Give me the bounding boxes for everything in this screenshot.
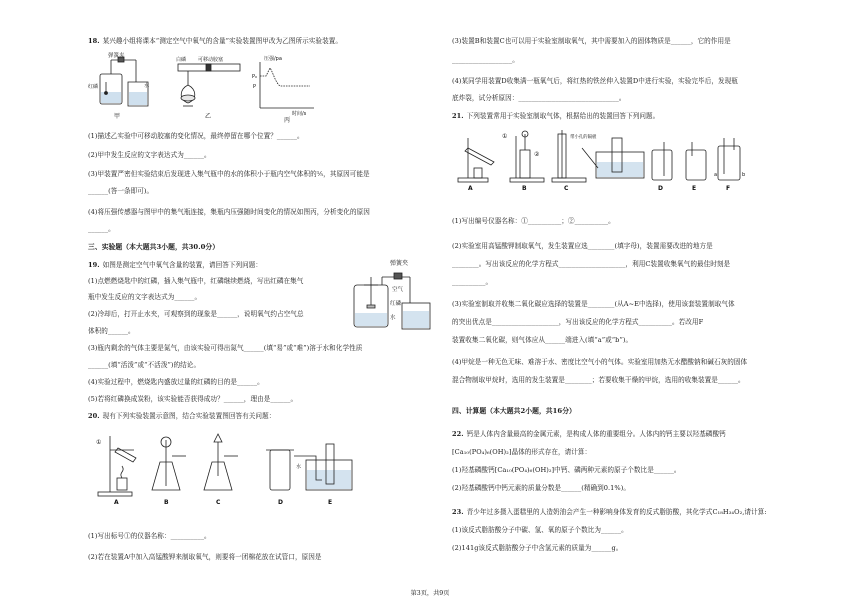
q21-part3-cont: 的突出优点是____________________，写出该反应的化学方程式__________。若改用F bbox=[452, 318, 704, 326]
q18-fig-water-label: 水 bbox=[144, 83, 150, 89]
q20-fig-water: 水 bbox=[296, 464, 302, 470]
q21-part2-cont2: __________。 bbox=[452, 278, 493, 286]
q19-part2: (2)冷却后，打开止水夹，可观察到的现象是______，说明氧气约占空气总 bbox=[88, 310, 304, 318]
section-4-heading: 四、计算题（本大题共2小题，共16分） bbox=[452, 407, 576, 415]
q20-part4: (4)某同学用装置D收集满一瓶氧气后，将红热的铁丝伸入装置D中进行实验，实验完毕后，发现瓶 bbox=[452, 77, 738, 85]
q19-part5: (5)若将红磷换成炭粉，该实验能否获得成功？______，理由是______。 bbox=[88, 395, 298, 403]
q18-caption-bing: 丙 bbox=[284, 117, 291, 124]
q18-apparatus-jia bbox=[100, 57, 148, 106]
q18-graph-bing bbox=[260, 62, 314, 108]
q20-part3-cont: __________________。 bbox=[452, 56, 519, 64]
q21-fig-m1: ① bbox=[502, 133, 508, 140]
q18-caption-yi: 乙 bbox=[205, 113, 212, 120]
section-3-heading: 三、实验题（本大题共3小题，共30.0分） bbox=[88, 243, 220, 251]
q21-part1: (1)写出编号仪器名称：①__________；②__________。 bbox=[452, 217, 615, 225]
q18-part3-cont: ______(答一条即可)。 bbox=[88, 187, 154, 195]
q21-stem: 21. 下列装置常用于实验室制取气体，根据给出的装置回答下列问题。 bbox=[452, 112, 660, 120]
q19-fig-air: 空气 bbox=[392, 287, 404, 293]
q21-fig-D: D bbox=[658, 185, 663, 190]
q20-fig-B: B bbox=[164, 499, 169, 506]
q22-part1: (1)羟基磷酸钙[Ca₁₀(PO₄)₆(OH)₂]中钙、磷两种元素的原子个数比是______。 bbox=[452, 466, 681, 474]
q19-part2-cont: 体积的______。 bbox=[88, 327, 135, 335]
q20-stem: 20. 现有下列实验装置示意图，结合实验装置图回答有关问题： bbox=[88, 412, 276, 420]
q20-fig-D: D bbox=[278, 499, 283, 506]
q23-stem: 23. 青少年过多摄入蛋糕里的人造奶油会产生一种影响身体发育的反式脂肪酸，其化学式C₁₈H₃₄O₂,请计算: bbox=[452, 508, 767, 516]
q19-part3-cont: ______(填“活泼”或“不活泼”)的结论。 bbox=[88, 361, 201, 369]
q19-part3: (3)瓶内剩余的气体主要是氮气，由该实验可得出氮气______(填“易”或“难”)溶于水和化学性质 bbox=[88, 344, 363, 352]
q21-figure bbox=[452, 128, 752, 190]
q21-part4: (4)甲烷是一种无色无味、难溶于水、密度比空气小的气体。实验室用加热无水醋酸钠和碱石灰的固体 bbox=[452, 358, 748, 366]
q22-part2: (2)羟基磷酸钙中钙元素的质量分数是______(精确到0.1%)。 bbox=[452, 484, 630, 492]
q22-stem: 22. 钙是人体内含量最高的金属元素，是构成人体的重要组分。人体内的钙主要以羟基磷酸钙 bbox=[452, 430, 726, 438]
q21-fig-m2: ② bbox=[534, 151, 540, 158]
q20-fig-mark: ① bbox=[96, 439, 102, 446]
q19-part4: (4)实验过程中，燃烧匙内盛放过量的红磷的目的是______。 bbox=[88, 378, 264, 386]
q21-part3: (3)实验室制取并收集二氧化碳应选择的装置是________(从A~E中选择)，使用该套装置制取气体 bbox=[452, 300, 735, 308]
q18-fig-white-phos: 白磷 bbox=[176, 57, 187, 63]
q19-part1: (1)点燃燃烧匙中的红磷，插入集气瓶中，红磷继续燃烧，写出红磷在集气 bbox=[88, 277, 304, 285]
q19-figure bbox=[350, 255, 434, 339]
q19-part1-cont: 瓶中发生反应的文字表达式为______。 bbox=[88, 293, 202, 301]
q21-part3-cont2: 装置收集二氧化碳，则气体应从______端进入(填“a”或“b”)。 bbox=[452, 336, 633, 344]
q21-fig-A: A bbox=[468, 185, 473, 190]
q20-part2: (2)若在装置A中加入高锰酸钾来制取氧气，则要将一团棉花放在试管口，原因是 bbox=[88, 553, 322, 561]
q21-part2: (2)实验室用高锰酸钾制取氧气，发生装置应选________(填字母)，装置需要改进的地方是 bbox=[452, 242, 713, 250]
q18-stem: 18. 某兴趣小组将课本“测定空气中氧气的含量”实验装置图甲改为乙图所示实验装置。 bbox=[88, 37, 342, 45]
q21-fig-E: E bbox=[692, 185, 697, 190]
q19-fig-phos: 红磷 bbox=[390, 301, 402, 307]
q18-graph-p: P bbox=[253, 84, 257, 90]
q18-fig-phos-label: 红磷 bbox=[88, 84, 99, 90]
q21-fig-F: F bbox=[726, 185, 731, 190]
q18-graph-y-label: 压强/pa bbox=[264, 56, 282, 62]
q18-graph-p0: P₀ bbox=[252, 74, 258, 80]
q20-fig-E: E bbox=[328, 499, 333, 506]
q20-part4-cont: 底炸裂，试分析原因：______________________________。 bbox=[452, 94, 626, 102]
q20-part3: (3)装置B和装置C也可以用于实验室制取氧气，其中需要加入的固体物质是______，它的作用是 bbox=[452, 37, 731, 45]
q18-fig-stopper: 可移动胶塞 bbox=[198, 57, 224, 63]
q20-figure bbox=[88, 426, 358, 506]
q23-part1: (1)该反式脂肪酸分子中碳、氢、氧的原子个数比为______。 bbox=[452, 526, 628, 534]
q21-fig-B: B bbox=[522, 185, 527, 190]
q19-fig-water: 水 bbox=[390, 315, 396, 321]
q19-fig-clamp: 弹簧夹 bbox=[390, 260, 409, 267]
q21-fig-b: b bbox=[742, 172, 746, 178]
q21-fig-tag: 带小孔的隔板 bbox=[570, 135, 597, 140]
page-footer: 第3页，共9页 bbox=[410, 590, 450, 597]
q20-part1: (1)写出标号①的仪器名称：__________。 bbox=[88, 532, 211, 540]
q18-caption-jia: 甲 bbox=[114, 113, 121, 120]
q18-apparatus-yi bbox=[178, 64, 240, 106]
q20-fig-C: C bbox=[216, 499, 221, 506]
q18-graph-x-label: 时间/s bbox=[292, 111, 307, 117]
q23-part2: (2)141g该反式脂肪酸分子中含氢元素的质量为______g。 bbox=[452, 544, 623, 552]
q18-figure bbox=[88, 52, 318, 124]
q18-part3: (3)甲装置严密但实验结束后发现进入集气瓶中的水的体积小于瓶内空气体积的⅕，其原因可能是 bbox=[88, 170, 370, 178]
q19-stem: 19. 如图是测定空气中氧气含量的装置，请回答下列问题： bbox=[88, 261, 263, 269]
q18-fig-clamp-label: 弹簧夹 bbox=[108, 53, 125, 59]
q21-fig-C: C bbox=[564, 185, 569, 190]
q21-part4-cont: 混合物制取甲烷时，选用的发生装置是________；若要收集干燥的甲烷，选用的收集装置是______。 bbox=[452, 376, 745, 384]
q21-part2-cont: ________。写出该反应的化学方程式____________________，利用C装置收集氧气的最佳时刻是 bbox=[452, 260, 731, 268]
q21-fig-a: a bbox=[714, 172, 718, 178]
q18-part1: (1)描述乙实验中可移动胶塞的变化情况，最终停留在哪个位置？______。 bbox=[88, 132, 304, 140]
q18-part4-cont: ______。 bbox=[88, 225, 115, 233]
q18-part2: (2)甲中发生反应的文字表达式为______。 bbox=[88, 151, 211, 159]
q18-part4: (4)将压强传感器与图甲中的集气瓶连接，集瓶内压强随时间变化的情况如图丙，分析变化的原因 bbox=[88, 208, 370, 216]
q20-fig-A: A bbox=[114, 499, 119, 506]
q22-stem-cont: [Ca₁₀(PO₄)₆(OH)₂]晶体的形式存在，请计算： bbox=[452, 448, 592, 456]
